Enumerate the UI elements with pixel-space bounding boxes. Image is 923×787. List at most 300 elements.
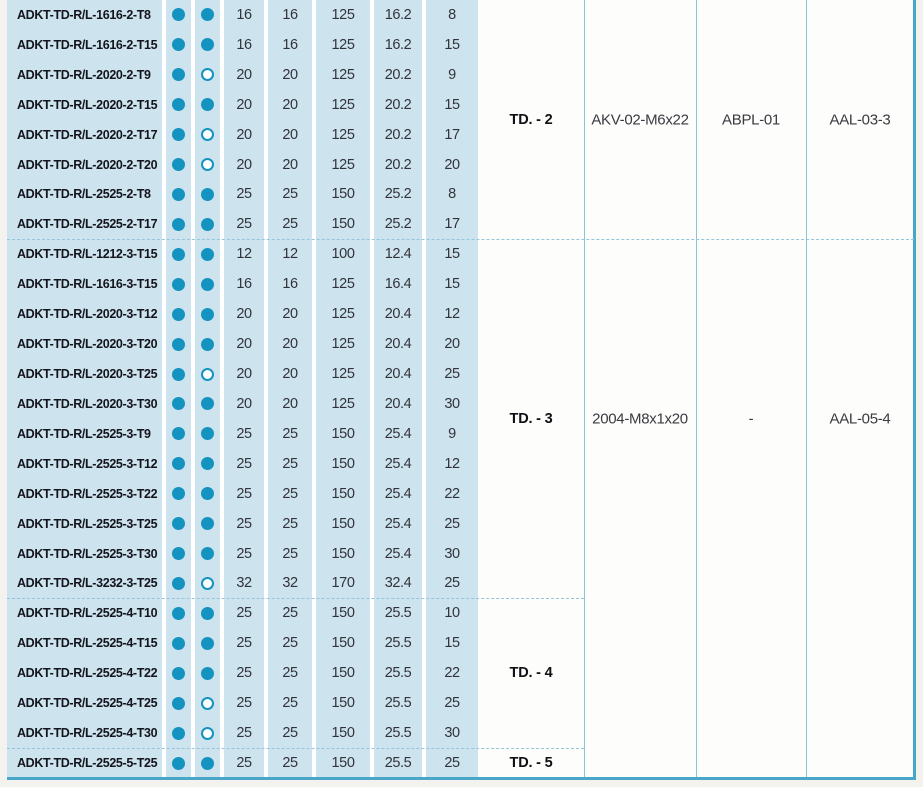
availability-cell-2 — [195, 718, 220, 748]
availability-cell-2 — [195, 449, 220, 479]
dimension-col-5: 8 — [426, 180, 478, 210]
dimension-col-2: 25 — [268, 419, 312, 449]
dimension-col-1: 12 — [224, 239, 264, 269]
dimension-col-5: 25 — [426, 688, 478, 718]
dimension-col-1: 20 — [224, 389, 264, 419]
indicator-dot-icon — [201, 158, 214, 171]
indicator-dot-icon — [172, 158, 185, 171]
table-row — [7, 419, 478, 449]
product-designation: ADKT-TD-R/L-2020-2-T17 — [7, 120, 162, 150]
dimension-col-4: 16.2 — [374, 30, 422, 60]
dimension-col-4: 20.2 — [374, 60, 422, 90]
indicator-dot-icon — [172, 188, 185, 201]
dimension-col-4: 25.5 — [374, 688, 422, 718]
dimension-col-2: 16 — [268, 269, 312, 299]
availability-cell-1 — [166, 150, 191, 180]
dimension-col-3: 150 — [316, 479, 370, 509]
table-row — [7, 718, 478, 748]
dimension-col-4: 20.2 — [374, 120, 422, 150]
table-row — [7, 479, 478, 509]
availability-cell-2 — [195, 60, 220, 90]
dimension-col-1: 20 — [224, 60, 264, 90]
indicator-dot-icon — [172, 577, 185, 590]
group-separator-td3-td4 — [7, 598, 584, 599]
table-bottom-border — [7, 777, 916, 780]
table-row — [7, 120, 478, 150]
product-designation: ADKT-TD-R/L-1616-3-T15 — [7, 269, 162, 299]
indicator-dot-icon — [201, 368, 214, 381]
dimension-col-3: 125 — [316, 60, 370, 90]
indicator-dot-icon — [201, 727, 214, 740]
dimension-col-2: 20 — [268, 389, 312, 419]
product-designation: ADKT-TD-R/L-2020-2-T20 — [7, 150, 162, 180]
table-row — [7, 269, 478, 299]
dimension-col-1: 25 — [224, 509, 264, 539]
availability-cell-1 — [166, 479, 191, 509]
product-designation: ADKT-TD-R/L-2020-2-T9 — [7, 60, 162, 90]
dimension-col-3: 125 — [316, 269, 370, 299]
product-designation: ADKT-TD-R/L-2525-5-T25 — [7, 748, 162, 778]
product-designation: ADKT-TD-R/L-2020-3-T25 — [7, 359, 162, 389]
group-label-td3: TD. - 3 — [509, 411, 553, 427]
product-designation: ADKT-TD-R/L-2020-2-T15 — [7, 90, 162, 120]
dimension-col-2: 20 — [268, 329, 312, 359]
dimension-col-3: 150 — [316, 539, 370, 569]
dimension-col-3: 150 — [316, 688, 370, 718]
product-designation: ADKT-TD-R/L-2020-3-T20 — [7, 329, 162, 359]
indicator-dot-icon — [201, 607, 214, 620]
dimension-col-2: 16 — [268, 30, 312, 60]
dimension-col-5: 15 — [426, 90, 478, 120]
product-designation: ADKT-TD-R/L-2525-3-T25 — [7, 509, 162, 539]
availability-cell-1 — [166, 60, 191, 90]
availability-cell-1 — [166, 329, 191, 359]
dimension-col-4: 25.4 — [374, 479, 422, 509]
indicator-dot-icon — [172, 248, 185, 261]
table-row — [7, 449, 478, 479]
table-row — [7, 90, 478, 120]
dimension-col-4: 32.4 — [374, 569, 422, 599]
table-row — [7, 299, 478, 329]
dimension-col-2: 25 — [268, 449, 312, 479]
indicator-dot-icon — [201, 457, 214, 470]
dimension-col-3: 125 — [316, 0, 370, 30]
indicator-dot-icon — [172, 368, 185, 381]
availability-cell-1 — [166, 269, 191, 299]
indicator-dot-icon — [172, 487, 185, 500]
product-designation: ADKT-TD-R/L-2525-3-T30 — [7, 539, 162, 569]
dimension-col-4: 25.4 — [374, 539, 422, 569]
indicator-dot-icon — [201, 577, 214, 590]
dimension-col-5: 20 — [426, 150, 478, 180]
table-row — [7, 569, 478, 599]
group-label-td5: TD. - 5 — [509, 755, 553, 771]
dimension-col-2: 20 — [268, 60, 312, 90]
indicator-dot-icon — [201, 517, 214, 530]
dimension-col-3: 170 — [316, 569, 370, 599]
availability-cell-2 — [195, 539, 220, 569]
dimension-col-2: 20 — [268, 120, 312, 150]
indicator-dot-icon — [201, 278, 214, 291]
dimension-col-2: 32 — [268, 569, 312, 599]
dimension-col-5: 12 — [426, 299, 478, 329]
dimension-col-4: 20.4 — [374, 299, 422, 329]
table-right-border — [913, 0, 916, 780]
dimension-col-1: 20 — [224, 359, 264, 389]
dimension-col-4: 20.4 — [374, 359, 422, 389]
dimension-col-2: 16 — [268, 0, 312, 30]
dimension-col-5: 15 — [426, 30, 478, 60]
availability-cell-1 — [166, 120, 191, 150]
product-designation: ADKT-TD-R/L-2525-4-T22 — [7, 658, 162, 688]
availability-cell-1 — [166, 748, 191, 778]
dimension-col-1: 32 — [224, 569, 264, 599]
indicator-dot-icon — [201, 98, 214, 111]
availability-cell-1 — [166, 30, 191, 60]
availability-cell-2 — [195, 150, 220, 180]
indicator-dot-icon — [201, 757, 214, 770]
availability-cell-1 — [166, 658, 191, 688]
availability-cell-2 — [195, 30, 220, 60]
dimension-col-2: 20 — [268, 359, 312, 389]
indicator-dot-icon — [172, 697, 185, 710]
dimension-col-1: 25 — [224, 628, 264, 658]
dimension-col-4: 20.4 — [374, 329, 422, 359]
dimension-col-3: 125 — [316, 359, 370, 389]
dimension-col-4: 25.5 — [374, 658, 422, 688]
availability-cell-2 — [195, 359, 220, 389]
availability-cell-1 — [166, 539, 191, 569]
product-designation: ADKT-TD-R/L-3232-3-T25 — [7, 569, 162, 599]
dimension-col-1: 25 — [224, 419, 264, 449]
indicator-dot-icon — [201, 68, 214, 81]
group-label-td2: TD. - 2 — [509, 112, 553, 128]
dimension-col-1: 20 — [224, 90, 264, 120]
dimension-col-3: 150 — [316, 449, 370, 479]
availability-cell-2 — [195, 239, 220, 269]
dimension-col-5: 9 — [426, 419, 478, 449]
indicator-dot-icon — [201, 487, 214, 500]
dimension-col-1: 16 — [224, 30, 264, 60]
availability-cell-2 — [195, 479, 220, 509]
indicator-dot-icon — [172, 607, 185, 620]
indicator-dot-icon — [172, 38, 185, 51]
dimension-col-1: 25 — [224, 449, 264, 479]
availability-cell-1 — [166, 449, 191, 479]
availability-cell-2 — [195, 0, 220, 30]
indicator-dot-icon — [172, 128, 185, 141]
availability-cell-1 — [166, 0, 191, 30]
dimension-col-3: 150 — [316, 180, 370, 210]
dimension-col-5: 20 — [426, 329, 478, 359]
dimension-col-4: 16.2 — [374, 0, 422, 30]
indicator-dot-icon — [172, 757, 185, 770]
dimension-col-5: 25 — [426, 569, 478, 599]
table-row — [7, 329, 478, 359]
dimension-col-1: 25 — [224, 748, 264, 778]
dimension-col-3: 150 — [316, 628, 370, 658]
dimension-col-2: 25 — [268, 658, 312, 688]
dimension-col-4: 12.4 — [374, 239, 422, 269]
indicator-dot-icon — [172, 98, 185, 111]
dimension-col-1: 25 — [224, 539, 264, 569]
table-row — [7, 509, 478, 539]
dimension-col-3: 150 — [316, 509, 370, 539]
group-td2-accessory-1: AKV-02-M6x22 — [591, 111, 689, 129]
availability-cell-1 — [166, 419, 191, 449]
group-label-td4: TD. - 4 — [509, 665, 553, 681]
availability-cell-2 — [195, 180, 220, 210]
table-row — [7, 239, 478, 269]
indicator-dot-icon — [201, 8, 214, 21]
data-rows — [7, 0, 478, 778]
dimension-col-4: 25.5 — [374, 628, 422, 658]
group-separator-td4-td5 — [7, 748, 584, 749]
dimension-col-4: 25.4 — [374, 449, 422, 479]
product-designation: ADKT-TD-R/L-2525-4-T25 — [7, 688, 162, 718]
availability-cell-2 — [195, 598, 220, 628]
dimension-col-3: 150 — [316, 419, 370, 449]
availability-cell-2 — [195, 209, 220, 239]
dimension-col-5: 22 — [426, 479, 478, 509]
product-designation: ADKT-TD-R/L-2525-2-T17 — [7, 209, 162, 239]
group-td3-accessory-3: AAL-05-4 — [829, 410, 891, 428]
dimension-col-5: 15 — [426, 239, 478, 269]
dimension-col-3: 150 — [316, 658, 370, 688]
availability-cell-1 — [166, 359, 191, 389]
dimension-col-3: 100 — [316, 239, 370, 269]
product-designation: ADKT-TD-R/L-2525-2-T8 — [7, 180, 162, 210]
availability-cell-2 — [195, 120, 220, 150]
product-designation: ADKT-TD-R/L-1212-3-T15 — [7, 239, 162, 269]
dimension-col-4: 25.2 — [374, 180, 422, 210]
product-designation: ADKT-TD-R/L-2525-4-T15 — [7, 628, 162, 658]
dimension-col-2: 25 — [268, 479, 312, 509]
dimension-col-4: 20.2 — [374, 90, 422, 120]
dimension-col-1: 20 — [224, 120, 264, 150]
group-td2-accessory-3: AAL-03-3 — [829, 111, 891, 129]
indicator-dot-icon — [172, 8, 185, 21]
availability-cell-2 — [195, 299, 220, 329]
dimension-col-1: 25 — [224, 658, 264, 688]
dimension-col-3: 150 — [316, 209, 370, 239]
indicator-dot-icon — [172, 218, 185, 231]
table-row — [7, 389, 478, 419]
dimension-col-1: 20 — [224, 150, 264, 180]
availability-cell-2 — [195, 628, 220, 658]
dimension-col-1: 16 — [224, 269, 264, 299]
availability-cell-2 — [195, 509, 220, 539]
group-separator-td2-td3 — [7, 239, 914, 240]
availability-cell-2 — [195, 569, 220, 599]
table-row — [7, 688, 478, 718]
dimension-col-2: 25 — [268, 718, 312, 748]
product-designation: ADKT-TD-R/L-2525-3-T12 — [7, 449, 162, 479]
dimension-col-4: 25.4 — [374, 509, 422, 539]
availability-cell-2 — [195, 389, 220, 419]
dimension-col-4: 25.2 — [374, 209, 422, 239]
dimension-col-3: 150 — [316, 748, 370, 778]
table-row — [7, 30, 478, 60]
table-row — [7, 0, 478, 30]
dimension-col-5: 8 — [426, 0, 478, 30]
dimension-col-5: 25 — [426, 748, 478, 778]
dimension-col-2: 20 — [268, 299, 312, 329]
indicator-dot-icon — [172, 308, 185, 321]
dimension-col-3: 150 — [316, 598, 370, 628]
indicator-dot-icon — [172, 517, 185, 530]
dimension-col-2: 12 — [268, 239, 312, 269]
product-designation: ADKT-TD-R/L-1616-2-T15 — [7, 30, 162, 60]
dimension-col-5: 12 — [426, 449, 478, 479]
indicator-dot-icon — [172, 68, 185, 81]
dimension-col-4: 25.5 — [374, 748, 422, 778]
indicator-dot-icon — [201, 697, 214, 710]
availability-cell-2 — [195, 419, 220, 449]
indicator-dot-icon — [201, 637, 214, 650]
availability-cell-1 — [166, 688, 191, 718]
dimension-col-3: 125 — [316, 90, 370, 120]
dimension-col-4: 20.2 — [374, 150, 422, 180]
dimension-col-4: 25.4 — [374, 419, 422, 449]
indicator-dot-icon — [172, 397, 185, 410]
indicator-dot-icon — [172, 457, 185, 470]
indicator-dot-icon — [172, 338, 185, 351]
availability-cell-1 — [166, 628, 191, 658]
dimension-col-4: 16.4 — [374, 269, 422, 299]
indicator-dot-icon — [172, 427, 185, 440]
indicator-dot-icon — [201, 397, 214, 410]
dimension-col-1: 25 — [224, 688, 264, 718]
availability-cell-1 — [166, 598, 191, 628]
dimension-col-1: 25 — [224, 598, 264, 628]
dimension-col-1: 16 — [224, 0, 264, 30]
dimension-col-3: 125 — [316, 389, 370, 419]
availability-cell-1 — [166, 299, 191, 329]
dimension-col-5: 15 — [426, 628, 478, 658]
dimension-col-4: 20.4 — [374, 389, 422, 419]
availability-cell-1 — [166, 239, 191, 269]
availability-cell-2 — [195, 269, 220, 299]
indicator-dot-icon — [172, 667, 185, 680]
table-row — [7, 628, 478, 658]
availability-cell-2 — [195, 748, 220, 778]
dimension-col-1: 25 — [224, 479, 264, 509]
dimension-col-1: 25 — [224, 209, 264, 239]
product-designation: ADKT-TD-R/L-2525-4-T30 — [7, 718, 162, 748]
dimension-col-3: 150 — [316, 718, 370, 748]
dimension-col-3: 125 — [316, 30, 370, 60]
product-designation: ADKT-TD-R/L-1616-2-T8 — [7, 0, 162, 30]
indicator-dot-icon — [201, 188, 214, 201]
availability-cell-2 — [195, 329, 220, 359]
table-row — [7, 748, 478, 778]
dimension-col-5: 17 — [426, 209, 478, 239]
dimension-col-4: 25.5 — [374, 718, 422, 748]
dimension-col-2: 25 — [268, 209, 312, 239]
dimension-col-5: 30 — [426, 718, 478, 748]
table-row — [7, 539, 478, 569]
indicator-dot-icon — [201, 128, 214, 141]
table-row — [7, 658, 478, 688]
indicator-dot-icon — [201, 547, 214, 560]
product-designation: ADKT-TD-R/L-2525-3-T9 — [7, 419, 162, 449]
dimension-col-2: 25 — [268, 598, 312, 628]
indicator-dot-icon — [201, 338, 214, 351]
dimension-col-1: 20 — [224, 329, 264, 359]
indicator-dot-icon — [201, 38, 214, 51]
group-td3-accessory-1: 2004-M8x1x20 — [592, 410, 688, 428]
group-td2-accessory-2: ABPL-01 — [722, 111, 780, 129]
dimension-col-5: 30 — [426, 389, 478, 419]
dimension-col-5: 15 — [426, 269, 478, 299]
indicator-dot-icon — [172, 547, 185, 560]
column-divider — [806, 0, 807, 778]
dimension-col-5: 10 — [426, 598, 478, 628]
dimension-col-2: 25 — [268, 628, 312, 658]
product-designation: ADKT-TD-R/L-2525-4-T10 — [7, 598, 162, 628]
indicator-dot-icon — [201, 308, 214, 321]
dimension-col-2: 25 — [268, 509, 312, 539]
dimension-col-3: 125 — [316, 150, 370, 180]
column-divider — [696, 0, 697, 778]
product-designation: ADKT-TD-R/L-2525-3-T22 — [7, 479, 162, 509]
dimension-col-5: 30 — [426, 539, 478, 569]
indicator-dot-icon — [172, 637, 185, 650]
dimension-col-2: 25 — [268, 180, 312, 210]
availability-cell-1 — [166, 718, 191, 748]
availability-cell-2 — [195, 688, 220, 718]
dimension-col-2: 25 — [268, 688, 312, 718]
dimension-col-2: 20 — [268, 90, 312, 120]
table-row — [7, 150, 478, 180]
availability-cell-1 — [166, 209, 191, 239]
dimension-col-5: 9 — [426, 60, 478, 90]
availability-cell-1 — [166, 569, 191, 599]
table-row — [7, 598, 478, 628]
table-row — [7, 209, 478, 239]
indicator-dot-icon — [201, 427, 214, 440]
dimension-col-5: 22 — [426, 658, 478, 688]
column-divider — [584, 0, 585, 778]
dimension-col-1: 20 — [224, 299, 264, 329]
indicator-dot-icon — [172, 727, 185, 740]
product-designation: ADKT-TD-R/L-2020-3-T12 — [7, 299, 162, 329]
table-row — [7, 359, 478, 389]
dimension-col-5: 25 — [426, 509, 478, 539]
dimension-col-5: 17 — [426, 120, 478, 150]
dimension-col-5: 25 — [426, 359, 478, 389]
dimension-col-3: 125 — [316, 120, 370, 150]
dimension-col-2: 20 — [268, 150, 312, 180]
availability-cell-1 — [166, 389, 191, 419]
indicator-dot-icon — [201, 218, 214, 231]
availability-cell-2 — [195, 90, 220, 120]
table-row — [7, 180, 478, 210]
dimension-col-2: 25 — [268, 748, 312, 778]
dimension-col-2: 25 — [268, 539, 312, 569]
product-designation: ADKT-TD-R/L-2020-3-T30 — [7, 389, 162, 419]
availability-cell-2 — [195, 658, 220, 688]
table-row — [7, 60, 478, 90]
indicator-dot-icon — [172, 278, 185, 291]
dimension-col-3: 125 — [316, 299, 370, 329]
dimension-col-3: 125 — [316, 329, 370, 359]
group-td3-accessory-2: - — [748, 410, 754, 428]
availability-cell-1 — [166, 180, 191, 210]
indicator-dot-icon — [201, 248, 214, 261]
dimension-col-1: 25 — [224, 718, 264, 748]
